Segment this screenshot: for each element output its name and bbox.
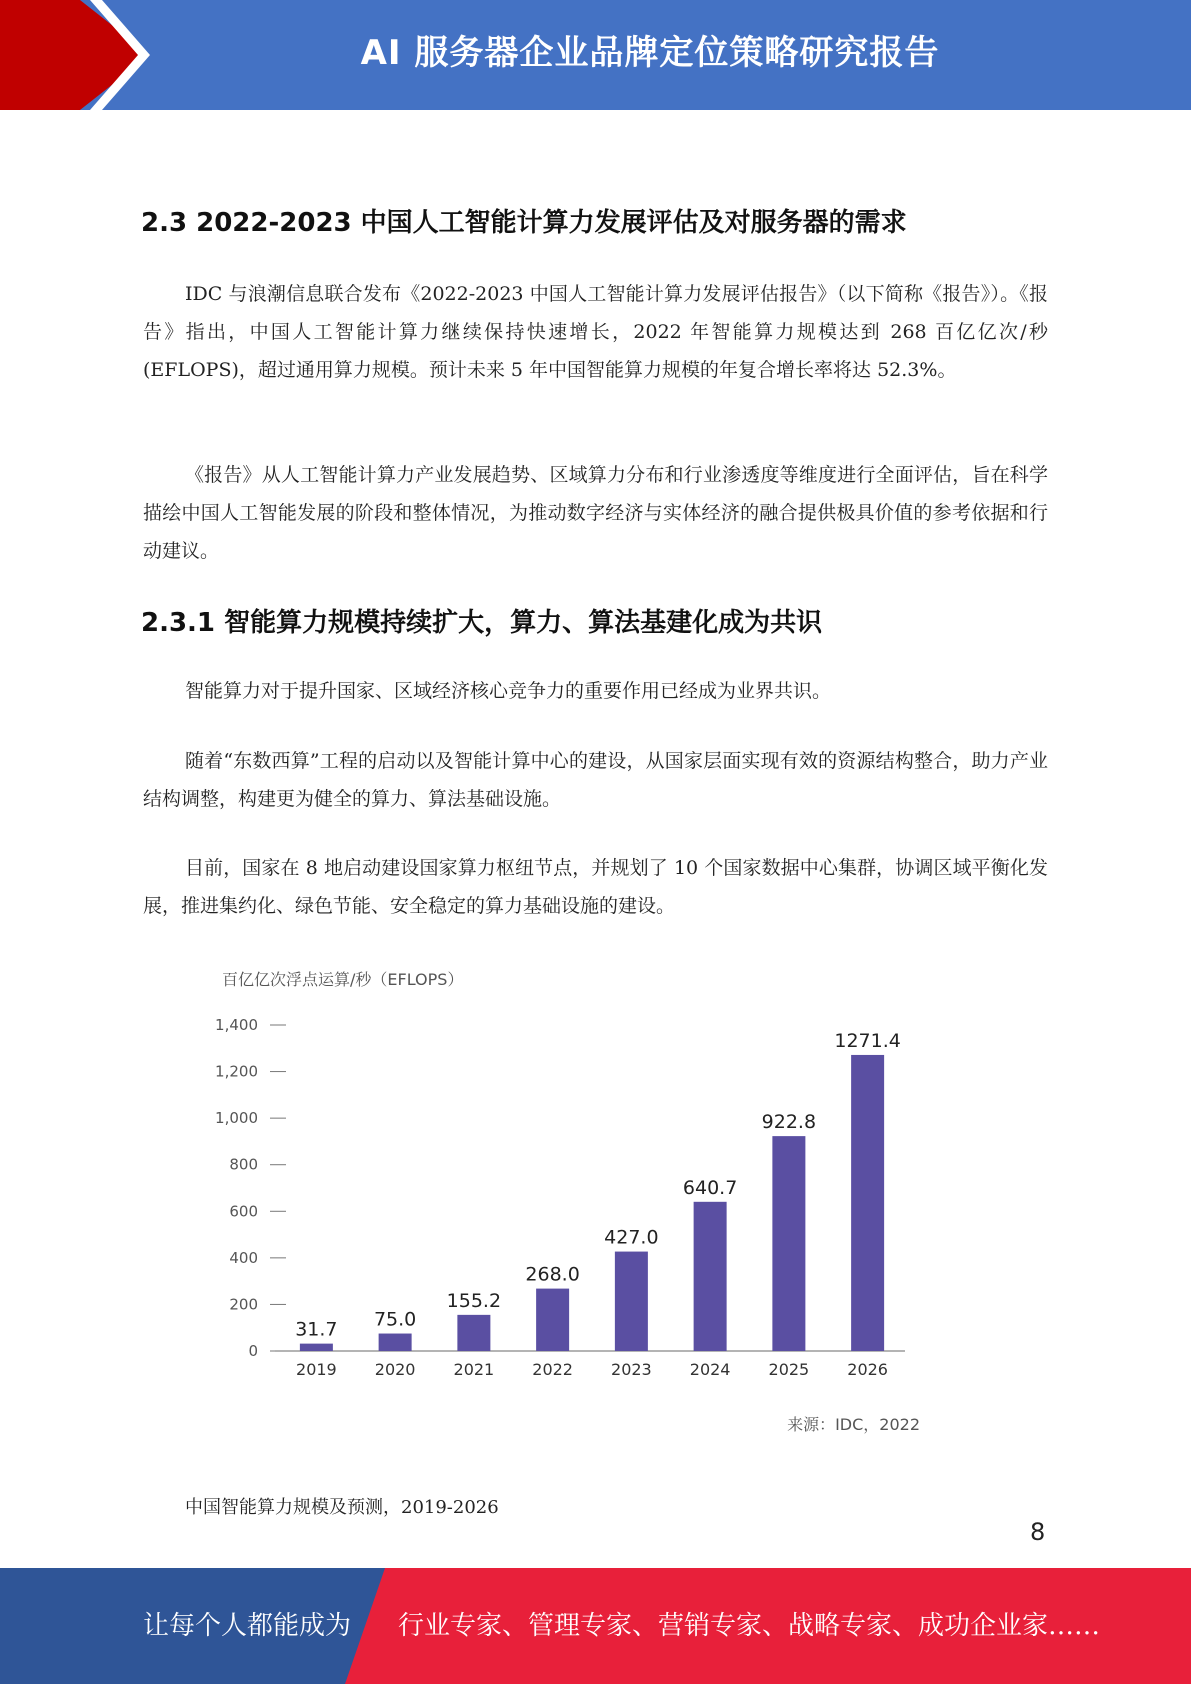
paragraph: IDC 与浪潮信息联合发布《2022-2023 中国人工智能计算力发展评估报告》（以下简称《报告》）。《报告》指出，中国人工智能计算力继续保持快速增长，2022 年智能算力规模达到 268 百亿亿次/秒(EFLOPS)，超过通用算力规模。预计未来 5 年中国智能算力规模的年复合增长率将达 52.3%。 [143, 283, 1048, 381]
data-label: 427.0 [604, 1226, 659, 1249]
y-tick-label: 400 [229, 1248, 258, 1267]
footer-banner [0, 1568, 1191, 1684]
bar-2023 [615, 1252, 648, 1351]
bar-2024 [694, 1202, 727, 1351]
bar-2026 [851, 1055, 884, 1351]
x-tick-label: 2026 [847, 1360, 888, 1379]
page-number: 8 [1030, 1518, 1046, 1546]
bar-2021 [457, 1315, 490, 1351]
data-label: 640.7 [682, 1176, 738, 1199]
section-heading-2-3-1: 2.3.1 智能算力规模持续扩大，算力、算法基建化成为共识 [141, 608, 823, 638]
paragraph: 《报告》从人工智能计算力产业发展趋势、区域算力分布和行业渗透度等维度进行全面评估，旨在科学描绘中国人工智能发展的阶段和整体情况，为推动数字经济与实体经济的融合提供极具价值的参考依据和行动建议。 [143, 464, 1048, 562]
bar-2019 [300, 1344, 333, 1351]
data-label: 922.8 [761, 1111, 817, 1134]
data-label: 31.7 [295, 1318, 338, 1341]
y-tick-label: 800 [229, 1155, 258, 1174]
x-tick-label: 2019 [296, 1360, 337, 1379]
bar-chart [200, 960, 950, 1440]
bar-2025 [772, 1136, 805, 1351]
y-tick-label: 1,000 [215, 1109, 258, 1128]
data-label: 155.2 [446, 1289, 502, 1312]
header-title: AI 服务器企业品牌定位策略研究报告 [360, 33, 940, 73]
data-label: 1271.4 [834, 1029, 901, 1052]
footer-slogan-right: 行业专家、管理专家、营销专家、战略专家、成功企业家…… [398, 1611, 1101, 1641]
x-tick-label: 2021 [453, 1360, 495, 1379]
footer-slogan-left: 让每个人都能成为 [143, 1611, 352, 1641]
chart-source: 来源：IDC，2022 [787, 1415, 920, 1434]
data-label: 268.0 [525, 1263, 580, 1286]
y-tick-label: 600 [229, 1202, 258, 1221]
y-tick-label: 1,200 [215, 1062, 258, 1081]
x-tick-label: 2023 [611, 1360, 652, 1379]
bar-2020 [379, 1334, 412, 1351]
y-tick-label: 1,400 [215, 1016, 258, 1034]
y-tick-label: 200 [229, 1295, 258, 1314]
data-label: 75.0 [373, 1308, 417, 1331]
x-tick-label: 2020 [374, 1360, 416, 1379]
paragraph: 随着“东数西算”工程的启动以及智能计算中心的建设，从国家层面实现有效的资源结构整合，助力产业结构调整，构建更为健全的算力、算法基础设施。 [143, 750, 1048, 810]
y-tick-label: 0 [248, 1342, 258, 1360]
x-tick-label: 2024 [689, 1360, 731, 1379]
paragraph: 智能算力对于提升国家、区域经济核心竞争力的重要作用已经成为业界共识。 [185, 680, 832, 702]
figure-caption: 中国智能算力规模及预测，2019-2026 [185, 1497, 499, 1518]
x-tick-label: 2025 [768, 1360, 810, 1379]
x-tick-label: 2022 [532, 1360, 573, 1379]
bar-2022 [536, 1289, 569, 1351]
header-banner [0, 0, 1191, 110]
paragraph: 目前，国家在 8 地启动建设国家算力枢纽节点，并规划了 10 个国家数据中心集群，协调区域平衡化发展，推进集约化、绿色节能、安全稳定的算力基础设施的建设。 [143, 857, 1048, 917]
section-heading-2-3: 2.3 2022-2023 中国人工智能计算力发展评估及对服务器的需求 [141, 208, 907, 238]
y-axis-label: 百亿亿次浮点运算/秒（EFLOPS） [222, 970, 464, 989]
